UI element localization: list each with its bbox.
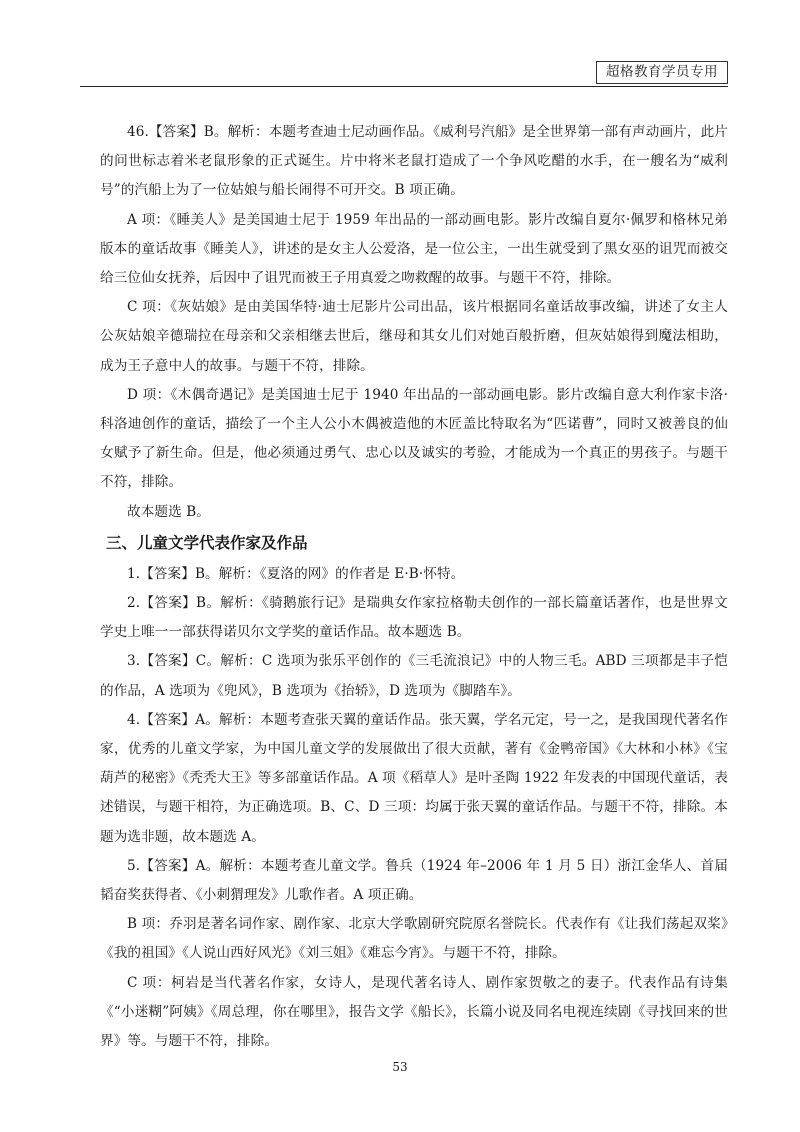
option-c-paragraph: C 项：《灰姑娘》是由美国华特·迪士尼影片公司出品，该片根据同名童话故事改编，讲述了女主人公灰姑娘辛德瑞拉在母亲和父亲相继去世后，继母和其女儿们对她百般折磨，但灰姑娘得到魔法相助，成为王子意中人的故事。与题干不符，排除。 [100,299,728,374]
page-number: 53 [392,1060,408,1074]
header-label: 超格教育学员专用 [596,61,728,84]
page-body [100,118,728,1056]
answer-5-paragraph: 5.【答案】A。解析：本题考查儿童文学。鲁兵（1924 年–2006 年 1 月 5 日）浙江金华人、首届韬奋奖获得者、《小刺猬理发》儿歌作者。A 项正确。 [100,857,728,904]
option-a-paragraph: A 项：《睡美人》是美国迪士尼于 1959 年出品的一部动画电影。影片改编自夏尔·佩罗和格林兄弟版本的童话故事《睡美人》，讲述的是女主人公爱洛，是一位公主，一出生就受到了黑女巫的诅咒而被交给三位仙女抚养，后因中了诅咒而被王子用真爱之吻救醒的故事。与题干不符，排除。 [100,211,728,287]
answer-1-paragraph: 1.【答案】B。解析：《夏洛的网》的作者是 E·B·怀特。 [127,565,465,582]
answer-4-paragraph: 4.【答案】A。解析：本题考查张天翼的童话作品。张天翼，学名元定，号一之，是我国现代著名作家，优秀的儿童文学家，为中国儿童文学的发展做出了很大贡献，著有《金鸭帝国》《大林和小林》《宝葫芦的秘密》《秃秃大王》等多部童话作品。A 项《稻草人》是叶圣陶 1922 年发表的中国现代童话，表述错误，与题干相符，为正确选项。B、C、D 三项：均属于张天翼的童话作品。与题干不符，排除。本题为选非题，故本题选 A。 [100,711,728,845]
answer-5-option-b-paragraph: B 项：乔羽是著名词作家、剧作家、北京大学歌剧研究院原名誉院长。代表作有《让我们荡起双桨》《我的祖国》《人说山西好风光》《刘三姐》《难忘今宵》。与题干不符，排除。 [100,916,728,962]
answer-5-option-c-paragraph: C 项：柯岩是当代著名作家，女诗人，是现代著名诗人、剧作家贺敬之的妻子。代表作品有诗集《“小迷糊”阿姨》《周总理，你在哪里》，报告文学《船长》，长篇小说及同名电视连续剧《寻找回来的世界》等。与题干不符，排除。 [100,974,728,1050]
answer-3-paragraph: 3.【答案】C。解析：C 选项为张乐平创作的《三毛流浪记》中的人物三毛。ABD 三项都是丰子恺的作品，A 选项为《兜风》，B 选项为《抬轿》，D 选项为《脚踏车》。 [100,653,728,699]
option-d-paragraph: D 项：《木偶奇遇记》是美国迪士尼于 1940 年出品的一部动画电影。影片改编自意大利作家卡洛·科洛迪创作的童话，描绘了一个主人公小木偶被造他的木匠盖比特取名为“匹诺曹”，同时又被善良的仙女赋予了新生命。但是，他必须通过勇气、忠心以及诚实的考验，才能成为一个真正的男孩子。与题干不符，排除。 [100,386,728,491]
answer-2-paragraph: 2.【答案】B。解析：《骑鹅旅行记》是瑞典女作家拉格勒夫创作的一部长篇童话著作，也是世界文学史上唯一一部获得诺贝尔文学奖的童话作品。故本题选 B。 [100,595,728,641]
section-heading: 三、儿童文学代表作家及作品 [106,533,308,552]
conclusion-paragraph: 故本题选 B。 [127,503,210,520]
header-divider [80,86,728,87]
answer-46-paragraph: 46.【答案】B。解析：本题考查迪士尼动画作品。《威利号汽船》是全世界第一部有声动画片，此片的问世标志着米老鼠形象的正式诞生。片中将米老鼠打造成了一个争风吃醋的水手，在一艘名为“威利号”的汽船上为了一位姑娘与船长闹得不可开交。B 项正确。 [100,124,728,199]
